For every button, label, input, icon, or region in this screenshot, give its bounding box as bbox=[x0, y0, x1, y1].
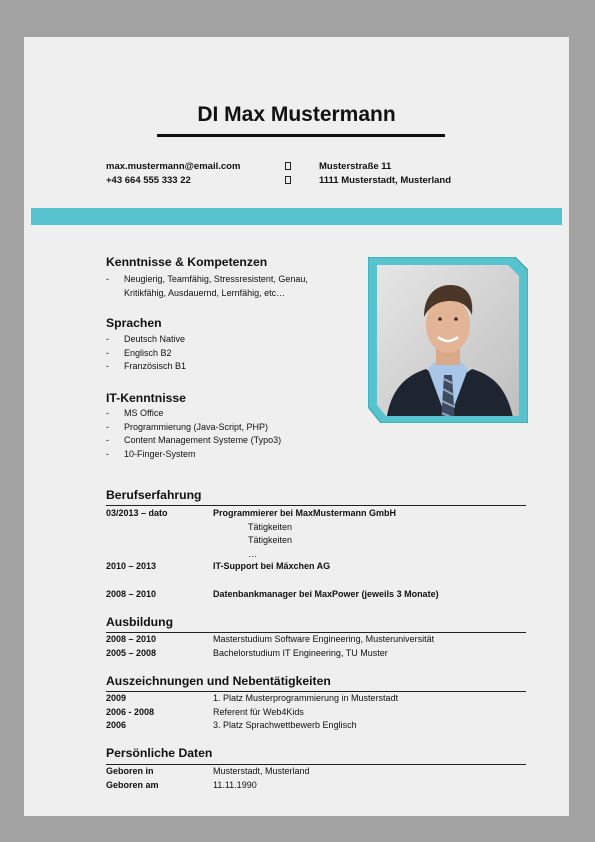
education-text-1: Masterstudium Software Engineering, Musteruniversität bbox=[213, 634, 435, 644]
experience-heading: Berufserfahrung bbox=[106, 488, 202, 502]
list-item: MS Office bbox=[124, 408, 164, 418]
awards-text-2: Referent für Web4Kids bbox=[213, 707, 304, 717]
title-underline bbox=[157, 134, 445, 137]
experience-date-1: 03/2013 – dato bbox=[106, 508, 168, 518]
street-text: Musterstraße 11 bbox=[319, 161, 392, 172]
email-text: max.mustermann@email.com bbox=[106, 161, 241, 172]
home-icon bbox=[285, 162, 291, 170]
awards-text-1: 1. Platz Musterprogrammierung in Musterstadt bbox=[213, 693, 399, 703]
list-item: Englisch B2 bbox=[124, 347, 172, 358]
education-date-1: 2008 – 2010 bbox=[106, 634, 157, 644]
page-title: DI Max Mustermann bbox=[197, 103, 396, 126]
personal-value-1: Musterstadt, Musterland bbox=[213, 766, 310, 776]
experience-title-1: Programmierer bei MaxMustermann GmbH bbox=[213, 508, 397, 518]
skills-line-2: Kritikfähig, Ausdauernd, Lernfähig, etc… bbox=[124, 287, 286, 298]
task-item: Tätigkeiten bbox=[248, 535, 293, 545]
experience-date-3: 2008 – 2010 bbox=[106, 589, 157, 599]
skills-list: - Neugierig, Teamfähig, Stressresistent, Genau, Kritikfähig, Ausdauernd, Lernfähig, etc… bbox=[106, 273, 356, 301]
experience-date-2: 2010 – 2013 bbox=[106, 561, 157, 571]
list-item: Programmierung (Java-Script, PHP) bbox=[124, 421, 269, 432]
awards-text-3: 3. Platz Sprachwettbewerb Englisch bbox=[213, 720, 357, 730]
list-item: Französisch B1 bbox=[124, 361, 187, 371]
city-text: 1111 Musterstadt, Musterland bbox=[319, 175, 451, 186]
personal-rule bbox=[106, 764, 526, 765]
accent-bar bbox=[31, 208, 562, 225]
personal-label-1: Geboren in bbox=[106, 766, 154, 776]
personal-heading: Persönliche Daten bbox=[106, 746, 213, 760]
languages-heading: Sprachen bbox=[106, 316, 162, 330]
list-item: Content Management Systeme (Typo3) bbox=[124, 435, 282, 445]
education-text-2: Bachelorstudium IT Engineering, TU Muster bbox=[213, 648, 388, 658]
skills-line-1: Neugierig, Teamfähig, Stressresistent, Genau, bbox=[124, 274, 308, 284]
profile-photo bbox=[368, 257, 528, 423]
awards-date-3: 2006 bbox=[106, 720, 127, 730]
location-icon bbox=[285, 176, 291, 184]
it-list: - MS Office - Programmierung (Java-Script, PHP) - Content Management Systeme (Typo3) - 10-Finger-System bbox=[106, 407, 356, 462]
list-item: 10-Finger-System bbox=[124, 448, 196, 459]
awards-heading: Auszeichnungen und Nebentätigkeiten bbox=[106, 674, 331, 688]
list-item: Deutsch Native bbox=[124, 334, 186, 344]
education-date-2: 2005 – 2008 bbox=[106, 648, 157, 658]
awards-date-2: 2006 - 2008 bbox=[106, 707, 155, 717]
phone-text: +43 664 555 333 22 bbox=[106, 175, 191, 186]
personal-value-2: 11.11.1990 bbox=[213, 780, 257, 790]
education-heading: Ausbildung bbox=[106, 615, 174, 629]
task-item: … bbox=[248, 549, 257, 559]
experience-rule bbox=[106, 505, 526, 506]
awards-date-1: 2009 bbox=[106, 693, 127, 703]
personal-label-2: Geboren am bbox=[106, 780, 159, 790]
skills-heading: Kenntnisse & Kompetenzen bbox=[106, 255, 268, 269]
experience-title-3: Datenbankmanager bei MaxPower (jeweils 3 Monate) bbox=[213, 589, 439, 599]
it-heading: IT-Kenntnisse bbox=[106, 391, 186, 405]
cv-page bbox=[24, 37, 569, 816]
languages-list: - Deutsch Native - Englisch B2 - Französisch B1 bbox=[106, 333, 356, 374]
task-item: Tätigkeiten bbox=[248, 522, 293, 532]
experience-title-2: IT-Support bei Mäxchen AG bbox=[213, 561, 331, 571]
